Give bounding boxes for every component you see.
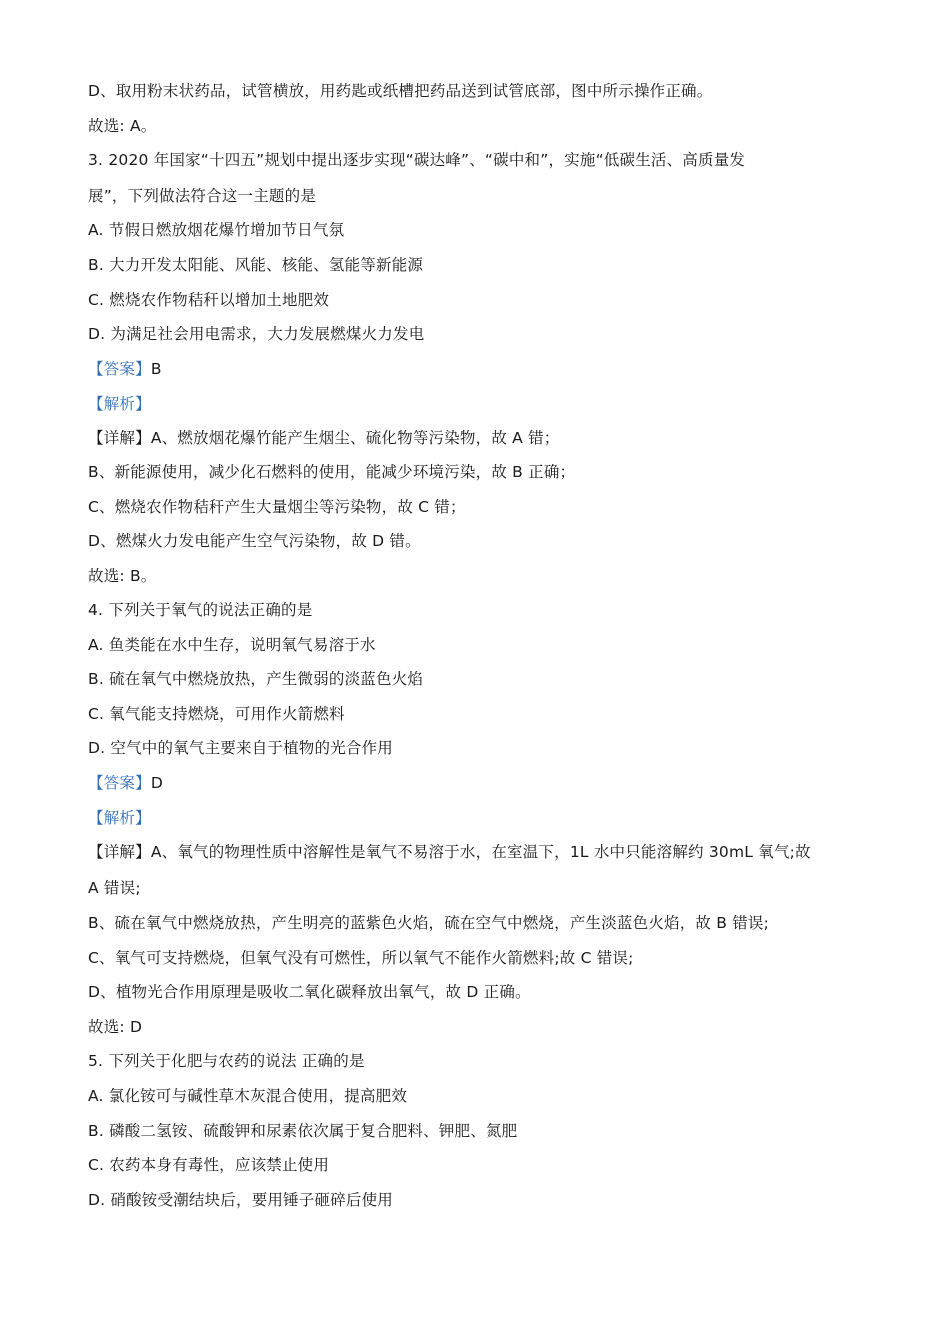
text-line: 故选: B。 bbox=[88, 567, 157, 585]
detail-line bbox=[88, 842, 811, 862]
detail-line bbox=[88, 428, 559, 448]
analysis-tag: 【解析】 bbox=[88, 395, 151, 413]
text-line: D、燃煤火力发电能产生空气污染物，故 D 错。 bbox=[88, 532, 421, 550]
answer-line bbox=[88, 359, 162, 379]
text-line: C、燃烧农作物秸秆产生大量烟尘等污染物，故 C 错； bbox=[88, 498, 466, 516]
question-5-option-a: A. 氯化铵可与碱性草木灰混合使用，提高肥效 bbox=[88, 1087, 408, 1105]
question-4-option-d: D. 空气中的氧气主要来自于植物的光合作用 bbox=[88, 739, 393, 757]
question-4-option-a: A. 鱼类能在水中生存，说明氧气易溶于水 bbox=[88, 636, 376, 654]
question-5-option-c: C. 农药本身有毒性，应该禁止使用 bbox=[88, 1156, 330, 1174]
detail-tag: 【详解】 bbox=[88, 429, 151, 447]
question-5-option-d: D. 硝酸铵受潮结块后，要用锤子砸碎后使用 bbox=[88, 1191, 393, 1209]
question-3-option-a: A. 节假日燃放烟花爆竹增加节日气氛 bbox=[88, 221, 345, 239]
detail-text: A、燃放烟花爆竹能产生烟尘、硫化物等污染物，故 A 错； bbox=[150, 429, 560, 447]
text-line: D、植物光合作用原理是吸收二氧化碳释放出氧气，故 D 正确。 bbox=[88, 983, 531, 1001]
analysis-line bbox=[88, 394, 151, 414]
question-5-stem: 5. 下列关于化肥与农药的说法 正确的是 bbox=[88, 1052, 365, 1070]
question-4-option-b: B. 硫在氧气中燃烧放热，产生微弱的淡蓝色火焰 bbox=[88, 670, 424, 688]
text-line: B、新能源使用，减少化石燃料的使用，能减少环境污染，故 B 正确； bbox=[88, 463, 576, 481]
text-line: D、取用粉末状药品，试管横放，用药匙或纸槽把药品送到试管底部，图中所示操作正确。 bbox=[88, 82, 713, 100]
answer-tag: 【答案】 bbox=[88, 360, 151, 378]
text-line: B、硫在氧气中燃烧放热，产生明亮的蓝紫色火焰，硫在空气中燃烧，产生淡蓝色火焰，故 B 错误; bbox=[88, 914, 770, 932]
question-3-option-d: D. 为满足社会用电需求，大力发展燃煤火力发电 bbox=[88, 325, 425, 343]
text-line: C、氧气可支持燃烧，但氧气没有可燃性，所以氧气不能作火箭燃料;故 C 错误; bbox=[88, 949, 634, 967]
question-4-option-c: C. 氧气能支持燃烧，可用作火箭燃料 bbox=[88, 705, 345, 723]
question-3-stem: 3. 2020 年国家“十四五”规划中提出逐步实现“碳达峰”、“碳中和”，实施“低碳生活、高质量发 bbox=[88, 151, 746, 169]
question-3-option-b: B. 大力开发太阳能、风能、核能、氢能等新能源 bbox=[88, 256, 424, 274]
question-5-option-b: B. 磷酸二氢铵、硫酸钾和尿素依次属于复合肥料、钾肥、氮肥 bbox=[88, 1122, 518, 1140]
answer-tag: 【答案】 bbox=[88, 774, 151, 792]
detail-text: A、氧气的物理性质中溶解性是氧气不易溶于水，在室温下，1L 水中只能溶解约 30mL 氧气;故 bbox=[150, 843, 811, 861]
question-3-stem-cont: 展”，下列做法符合这一主题的是 bbox=[88, 187, 317, 205]
detail-tag: 【详解】 bbox=[88, 843, 151, 861]
answer-value: D bbox=[150, 774, 163, 792]
analysis-line bbox=[88, 808, 151, 828]
answer-value: B bbox=[150, 360, 162, 378]
question-4-stem: 4. 下列关于氧气的说法正确的是 bbox=[88, 601, 313, 619]
answer-line bbox=[88, 773, 163, 793]
text-line: 故选: A。 bbox=[88, 117, 157, 135]
text-line: 故选: D bbox=[88, 1018, 143, 1036]
analysis-tag: 【解析】 bbox=[88, 809, 151, 827]
question-3-option-c: C. 燃烧农作物秸秆以增加土地肥效 bbox=[88, 291, 330, 309]
text-line: A 错误; bbox=[88, 879, 141, 897]
